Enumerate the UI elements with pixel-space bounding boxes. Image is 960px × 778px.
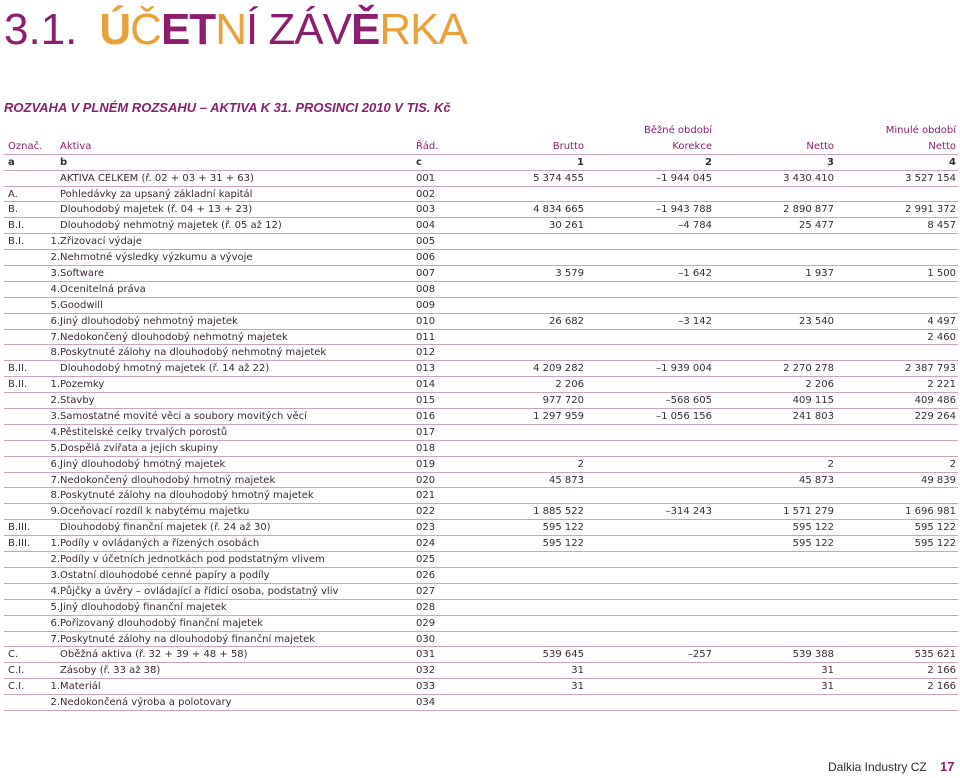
row-netto: 1 937	[805, 268, 834, 280]
row-line-number: 005	[416, 236, 436, 248]
row-netto-prev: 595 122	[914, 522, 956, 534]
table-row	[4, 218, 958, 234]
row-subnumber: 7.	[50, 474, 60, 486]
col-header-korekce: Korekce	[672, 140, 712, 152]
row-line-number: 032	[416, 665, 436, 677]
table-row	[4, 234, 958, 250]
row-label: Pořizovaný dlouhodobý finanční majetek	[60, 617, 264, 629]
section-heading: ROZVAHA V PLNÉM ROZSAHU – AKTIVA K 31. PROSINCI 2010 V TIS. Kč	[4, 100, 451, 115]
table-row	[4, 282, 958, 298]
row-netto-prev: 2 221	[927, 379, 956, 391]
row-subnumber: 9.	[50, 506, 60, 518]
table-row	[4, 488, 958, 504]
row-code: A.	[8, 188, 18, 200]
row-korekce: –568 605	[665, 395, 712, 407]
row-brutto: 1 297 959	[533, 411, 584, 423]
table-row	[4, 552, 958, 568]
row-brutto: 4 834 665	[533, 204, 584, 216]
row-netto-prev: 2 991 372	[905, 204, 956, 216]
row-brutto: 26 682	[549, 315, 584, 327]
row-code: B.	[8, 204, 19, 216]
row-subnumber: 8.	[50, 490, 60, 502]
row-line-number: 019	[416, 458, 436, 470]
table-row	[4, 568, 958, 584]
row-netto: 2 270 278	[783, 363, 834, 375]
table-row	[4, 314, 958, 330]
row-label: Dlouhodobý nehmotný majetek (ř. 05 až 12)	[60, 220, 282, 232]
row-line-number: 009	[416, 299, 436, 311]
row-subnumber: 4.	[50, 426, 60, 438]
row-line-number: 010	[416, 315, 436, 327]
table-row	[4, 330, 958, 346]
row-code: B.I.	[8, 220, 25, 232]
row-netto-prev: 4 497	[927, 315, 956, 327]
table-row	[4, 361, 958, 377]
table-row	[4, 473, 958, 489]
table-row	[4, 345, 958, 361]
row-label: Goodwill	[60, 299, 103, 311]
row-label: Ostatní dlouhodobé cenné papíry a podíly	[60, 569, 270, 581]
row-subnumber: 6.	[50, 617, 60, 629]
brand-footer: Dalkia Industry CZ	[828, 760, 927, 774]
row-subnumber: 1.	[50, 236, 60, 248]
col-header-name: Aktiva	[60, 140, 92, 152]
row-netto: 3 430 410	[783, 172, 834, 184]
row-label: Dlouhodobý majetek (ř. 04 + 13 + 23)	[60, 204, 253, 216]
row-netto: 25 477	[799, 220, 834, 232]
row-brutto: 595 122	[542, 522, 584, 534]
row-korekce: –1 944 045	[656, 172, 712, 184]
row-netto-prev: 8 457	[927, 220, 956, 232]
row-label: Poskytnuté zálohy na dlouhodobý nehmotný majetek	[60, 347, 327, 359]
row-subnumber: 5.	[50, 299, 60, 311]
row-label: Jiný dlouhodobý nehmotný majetek	[60, 315, 238, 327]
row-line-number: 017	[416, 426, 436, 438]
row-netto: 2 206	[805, 379, 834, 391]
row-netto-prev: 2 387 793	[905, 363, 956, 375]
row-brutto: 31	[571, 681, 584, 693]
table-row	[4, 425, 958, 441]
row-line-number: 007	[416, 268, 436, 280]
row-label: Podíly v ovládaných a řízených osobách	[60, 538, 260, 550]
row-korekce: –257	[687, 649, 712, 661]
row-brutto: 977 720	[542, 395, 584, 407]
row-netto-prev: 409 486	[914, 395, 956, 407]
row-line-number: 016	[416, 411, 436, 423]
row-label: Podíly v účetních jednotkách pod podstatným vlivem	[60, 554, 325, 566]
row-brutto: 31	[571, 665, 584, 677]
chapter-number: 3.1.	[4, 5, 78, 54]
balance-sheet-table	[4, 123, 958, 711]
row-netto: 23 540	[799, 315, 834, 327]
row-label: Zásoby (ř. 33 až 38)	[60, 665, 161, 677]
row-line-number: 015	[416, 395, 436, 407]
row-label: Nedokončený dlouhodobý nehmotný majetek	[60, 331, 288, 343]
row-subnumber: 6.	[50, 315, 60, 327]
row-line-number: 014	[416, 379, 436, 391]
row-line-number: 029	[416, 617, 436, 629]
row-line-number: 031	[416, 649, 436, 661]
table-row	[4, 171, 958, 187]
row-subnumber: 2.	[50, 697, 60, 709]
row-label: Oceňovací rozdíl k nabytému majetku	[60, 506, 250, 518]
row-label: Jiný dlouhodobý hmotný majetek	[60, 458, 226, 470]
row-subnumber: 2.	[50, 554, 60, 566]
row-subnumber: 4.	[50, 585, 60, 597]
row-line-number: 022	[416, 506, 436, 518]
row-line-number: 034	[416, 697, 436, 709]
table-row	[4, 187, 958, 203]
table-body	[4, 171, 958, 711]
table-row	[4, 520, 958, 536]
row-label: Pěstitelské celky trvalých porostů	[60, 426, 228, 438]
row-subnumber: 6.	[50, 458, 60, 470]
row-netto: 539 388	[792, 649, 834, 661]
table-row	[4, 695, 958, 711]
page-title: 3.1. ÚČETNÍ ZÁVĚRKA	[4, 5, 467, 54]
row-line-number: 033	[416, 681, 436, 693]
row-netto-prev: 2 460	[927, 331, 956, 343]
row-label: Nedokončený dlouhodobý hmotný majetek	[60, 474, 276, 486]
row-subnumber: 7.	[50, 331, 60, 343]
row-code: B.II.	[8, 363, 28, 375]
row-netto-prev: 1 696 981	[905, 506, 956, 518]
row-brutto: 539 645	[542, 649, 584, 661]
row-netto-prev: 49 839	[921, 474, 956, 486]
row-line-number: 012	[416, 347, 436, 359]
period-previous-header: Minulé období	[885, 125, 956, 136]
col-header-brutto: Brutto	[552, 140, 584, 152]
row-line-number: 027	[416, 585, 436, 597]
col-header-code: Označ.	[8, 140, 43, 152]
row-line-number: 002	[416, 188, 436, 200]
row-subnumber: 2.	[50, 395, 60, 407]
row-label: Pozemky	[60, 379, 105, 391]
row-brutto: 2	[577, 458, 584, 470]
table-row	[4, 393, 958, 409]
table-row	[4, 266, 958, 282]
row-label: Zřizovací výdaje	[60, 236, 142, 248]
row-brutto: 595 122	[542, 538, 584, 550]
row-code: C.	[8, 649, 19, 661]
table-row	[4, 632, 958, 648]
row-line-number: 030	[416, 633, 436, 645]
row-brutto: 45 873	[549, 474, 584, 486]
column-number-row: a b c 1 2 3 4	[4, 155, 958, 171]
row-korekce: –4 784	[678, 220, 712, 232]
row-subnumber: 1.	[50, 681, 60, 693]
row-label: Software	[60, 268, 105, 280]
row-netto-prev: 1 500	[927, 268, 956, 280]
col-header-netto: Netto	[806, 140, 834, 152]
row-brutto: 5 374 455	[533, 172, 584, 184]
row-label: Ocenitelná práva	[60, 283, 146, 295]
row-korekce: –1 642	[678, 268, 712, 280]
row-netto-prev: 229 264	[914, 411, 956, 423]
row-netto: 595 122	[792, 522, 834, 534]
row-netto-prev: 535 621	[914, 649, 956, 661]
row-subnumber: 1.	[50, 538, 60, 550]
row-netto: 409 115	[792, 395, 834, 407]
row-label: Poskytnuté zálohy na dlouhodobý finanční majetek	[60, 633, 316, 645]
row-netto: 595 122	[792, 538, 834, 550]
row-line-number: 021	[416, 490, 436, 502]
row-line-number: 018	[416, 442, 436, 454]
row-label: AKTIVA CELKEM (ř. 02 + 03 + 31 + 63)	[60, 172, 254, 184]
row-label: Samostatné movité věci a soubory movitých věcí	[60, 411, 307, 423]
table-row	[4, 600, 958, 616]
row-label: Půjčky a úvěry – ovládající a řídicí osoba, podstatný vliv	[60, 585, 339, 597]
row-brutto: 1 885 522	[533, 506, 584, 518]
row-code: B.III.	[8, 522, 31, 534]
col-header-rad: Řád.	[416, 140, 439, 152]
row-subnumber: 7.	[50, 633, 60, 645]
table-row	[4, 647, 958, 663]
row-line-number: 026	[416, 569, 436, 581]
row-label: Stavby	[60, 395, 95, 407]
row-code: C.I.	[8, 665, 25, 677]
row-subnumber: 4.	[50, 283, 60, 295]
row-label: Nehmotné výsledky výzkumu a vývoje	[60, 252, 253, 264]
row-line-number: 003	[416, 204, 436, 216]
table-row	[4, 616, 958, 632]
row-korekce: –3 142	[678, 315, 712, 327]
row-korekce: –1 943 788	[656, 204, 712, 216]
table-row	[4, 377, 958, 393]
row-netto: 241 803	[792, 411, 834, 423]
row-label: Nedokončená výroba a polotovary	[60, 697, 232, 709]
table-row	[4, 504, 958, 520]
row-label: Materiál	[60, 681, 101, 693]
col-header-netto-prev: Netto	[928, 140, 956, 152]
row-line-number: 008	[416, 283, 436, 295]
row-netto-prev: 3 527 154	[905, 172, 956, 184]
row-netto-prev: 2 166	[927, 681, 956, 693]
row-label: Dlouhodobý finanční majetek (ř. 24 až 30)	[60, 522, 271, 534]
row-label: Dlouhodobý hmotný majetek (ř. 14 až 22)	[60, 363, 270, 375]
row-netto: 31	[821, 681, 834, 693]
row-brutto: 4 209 282	[533, 363, 584, 375]
table-row	[4, 409, 958, 425]
row-subnumber: 3.	[50, 268, 60, 280]
table-row	[4, 584, 958, 600]
row-netto-prev: 2	[949, 458, 956, 470]
page-number: 17	[940, 759, 955, 774]
row-label: Jiný dlouhodobý finanční majetek	[60, 601, 227, 613]
row-korekce: –314 243	[665, 506, 712, 518]
row-subnumber: 1.	[50, 379, 60, 391]
row-brutto: 30 261	[549, 220, 584, 232]
row-line-number: 028	[416, 601, 436, 613]
row-subnumber: 3.	[50, 411, 60, 423]
row-line-number: 023	[416, 522, 436, 534]
row-label: Pohledávky za upsaný základní kapitál	[60, 188, 253, 200]
period-current-header: Běžné období	[644, 125, 712, 136]
row-korekce: –1 939 004	[656, 363, 712, 375]
row-subnumber: 8.	[50, 347, 60, 359]
table-row	[4, 441, 958, 457]
row-line-number: 020	[416, 474, 436, 486]
row-code: B.III.	[8, 538, 31, 550]
row-label: Dospělá zvířata a jejich skupiny	[60, 442, 219, 454]
row-subnumber: 3.	[50, 569, 60, 581]
row-brutto: 3 579	[555, 268, 584, 280]
row-netto-prev: 2 166	[927, 665, 956, 677]
row-subnumber: 5.	[50, 601, 60, 613]
column-header-row	[4, 139, 958, 155]
row-code: B.II.	[8, 379, 28, 391]
period-header-row	[4, 123, 958, 139]
table-row	[4, 457, 958, 473]
table-row	[4, 298, 958, 314]
row-line-number: 004	[416, 220, 436, 232]
row-brutto: 2 206	[555, 379, 584, 391]
row-netto-prev: 595 122	[914, 538, 956, 550]
row-code: C.I.	[8, 681, 25, 693]
table-row	[4, 663, 958, 679]
row-netto: 2 890 877	[783, 204, 834, 216]
row-line-number: 011	[416, 331, 436, 343]
row-subnumber: 5.	[50, 442, 60, 454]
row-code: B.I.	[8, 236, 25, 248]
row-netto: 45 873	[799, 474, 834, 486]
row-line-number: 006	[416, 252, 436, 264]
row-netto: 31	[821, 665, 834, 677]
row-korekce: –1 056 156	[656, 411, 712, 423]
row-line-number: 001	[416, 172, 436, 184]
row-subnumber: 2.	[50, 252, 60, 264]
row-label: Oběžná aktiva (ř. 32 + 39 + 48 + 58)	[60, 649, 248, 661]
table-row	[4, 536, 958, 552]
row-line-number: 024	[416, 538, 436, 550]
table-row	[4, 250, 958, 266]
table-row	[4, 202, 958, 218]
row-line-number: 025	[416, 554, 436, 566]
row-label: Poskytnuté zálohy na dlouhodobý hmotný majetek	[60, 490, 314, 502]
row-line-number: 013	[416, 363, 436, 375]
table-row	[4, 679, 958, 695]
row-netto: 1 571 279	[783, 506, 834, 518]
row-netto: 2	[827, 458, 834, 470]
